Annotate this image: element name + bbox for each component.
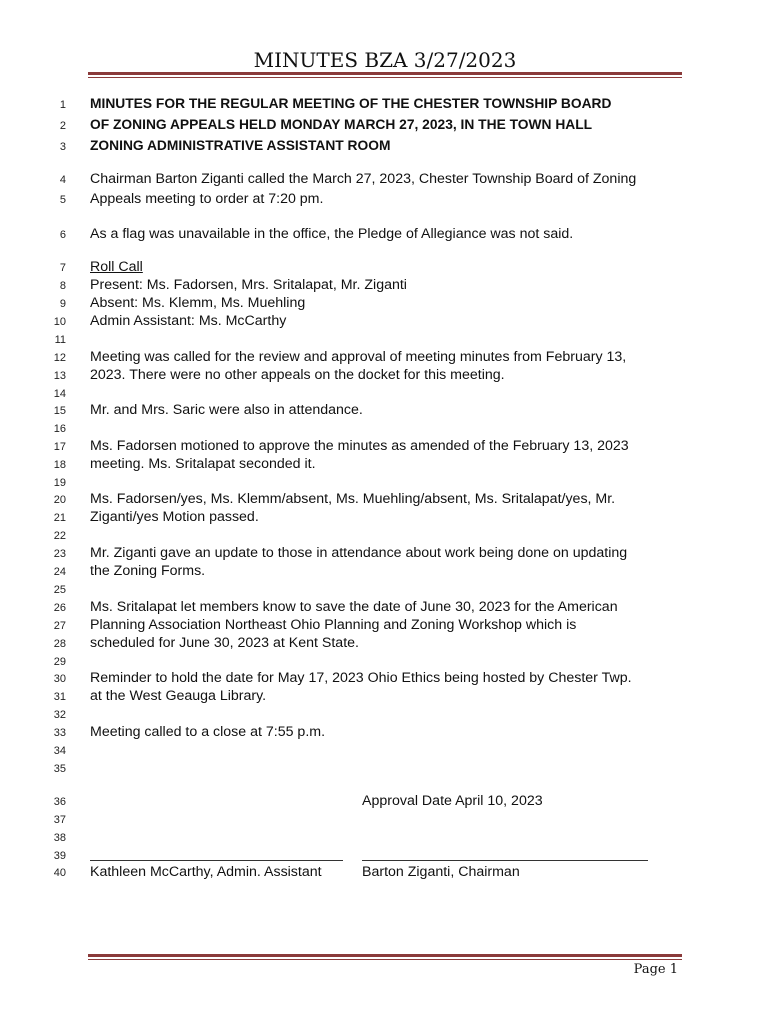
line-22 — [0, 527, 770, 545]
call-to-order-line-2: Appeals meeting to order at 7:20 pm. — [90, 191, 324, 207]
line-number: 5 — [59, 194, 66, 206]
line-40 — [0, 864, 770, 882]
line-11 — [0, 331, 770, 349]
line-24 — [0, 563, 770, 581]
line-number: 30 — [53, 673, 66, 685]
line-number: 33 — [53, 727, 66, 739]
line-number: 23 — [53, 548, 66, 560]
header-rule-thick — [88, 72, 682, 75]
line-2 — [0, 117, 770, 135]
line-number: 8 — [59, 280, 66, 292]
line-32 — [0, 706, 770, 724]
page-number: Page 1 — [633, 962, 678, 977]
line-13 — [0, 367, 770, 385]
line-number: 17 — [53, 441, 66, 453]
purpose-line-2: 2023. There were no other appeals on the docket for this meeting. — [90, 367, 505, 383]
line-number: 36 — [53, 796, 66, 808]
line-number: 14 — [53, 388, 66, 400]
line-7 — [0, 259, 770, 277]
line-39 — [0, 847, 770, 865]
line-25 — [0, 581, 770, 599]
line-number: 28 — [53, 638, 66, 650]
line-6 — [0, 226, 770, 244]
line-number: 3 — [59, 141, 66, 153]
reminder-line-2: at the West Geauga Library. — [90, 688, 267, 704]
line-26 — [0, 599, 770, 617]
line-number: 39 — [53, 850, 66, 862]
line-number: 2 — [59, 120, 66, 132]
roll-call-present: Present: Ms. Fadorsen, Mrs. Sritalapat, Mr. Ziganti — [90, 277, 407, 293]
title-line-3: ZONING ADMINISTRATIVE ASSISTANT ROOM — [90, 138, 391, 153]
line-number: 6 — [59, 229, 66, 241]
line-36 — [0, 793, 770, 811]
line-number: 16 — [53, 423, 66, 435]
signature-line-left — [90, 860, 343, 861]
line-34 — [0, 742, 770, 760]
line-number: 37 — [53, 814, 66, 826]
line-number: 31 — [53, 691, 66, 703]
title-line-1: MINUTES FOR THE REGULAR MEETING OF THE CHESTER TOWNSHIP BOARD — [90, 96, 612, 111]
save-date-line-2: Planning Association Northeast Ohio Planning and Zoning Workshop which is — [90, 617, 577, 633]
line-17 — [0, 438, 770, 456]
roll-call-admin: Admin Assistant: Ms. McCarthy — [90, 313, 287, 329]
line-12 — [0, 349, 770, 367]
purpose-line-1: Meeting was called for the review and approval of meeting minutes from February 13, — [90, 349, 627, 365]
line-4 — [0, 171, 770, 189]
line-number: 7 — [59, 262, 66, 274]
close-text: Meeting called to a close at 7:55 p.m. — [90, 724, 326, 740]
line-8 — [0, 277, 770, 295]
signature-line-right — [362, 860, 648, 861]
line-number: 10 — [53, 316, 66, 328]
line-number: 19 — [53, 477, 66, 489]
line-number: 32 — [53, 709, 66, 721]
line-number: 20 — [53, 494, 66, 506]
line-21 — [0, 509, 770, 527]
line-number: 26 — [53, 602, 66, 614]
save-date-line-1: Ms. Sritalapat let members know to save the date of June 30, 2023 for the American — [90, 599, 618, 615]
line-number: 11 — [54, 334, 66, 346]
approval-date: Approval Date April 10, 2023 — [362, 793, 543, 809]
line-number: 18 — [53, 459, 66, 471]
line-number: 38 — [53, 832, 66, 844]
reminder-line-1: Reminder to hold the date for May 17, 2023 Ohio Ethics being hosted by Chester Twp. — [90, 670, 632, 686]
line-10 — [0, 313, 770, 331]
line-15 — [0, 402, 770, 420]
signature-right-name: Barton Ziganti, Chairman — [362, 864, 520, 880]
line-number: 27 — [53, 620, 66, 632]
line-28 — [0, 635, 770, 653]
line-5 — [0, 191, 770, 209]
save-date-line-3: scheduled for June 30, 2023 at Kent State. — [90, 635, 359, 651]
motion-line-1: Ms. Fadorsen motioned to approve the minutes as amended of the February 13, 2023 — [90, 438, 629, 454]
line-27 — [0, 617, 770, 635]
update-line-2: the Zoning Forms. — [90, 563, 206, 579]
signature-left-name: Kathleen McCarthy, Admin. Assistant — [90, 864, 322, 880]
line-number: 21 — [53, 512, 66, 524]
call-to-order-line-1: Chairman Barton Ziganti called the March 27, 2023, Chester Township Board of Zoning — [90, 171, 637, 187]
line-number: 15 — [53, 405, 66, 417]
header-rule-thin — [88, 77, 682, 78]
vote-line-2: Ziganti/yes Motion passed. — [90, 509, 259, 525]
vote-line-1: Ms. Fadorsen/yes, Ms. Klemm/absent, Ms. Muehling/absent, Ms. Sritalapat/yes, Mr. — [90, 491, 616, 507]
roll-call-heading: Roll Call — [90, 259, 143, 275]
line-number: 29 — [53, 656, 66, 668]
header-title: MINUTES BZA 3/27/2023 — [253, 48, 517, 72]
header-rule — [88, 72, 682, 78]
line-35 — [0, 760, 770, 778]
footer-rule-thin — [88, 959, 682, 960]
line-19 — [0, 474, 770, 492]
line-18 — [0, 456, 770, 474]
line-31 — [0, 688, 770, 706]
line-16 — [0, 420, 770, 438]
line-number: 22 — [53, 530, 66, 542]
line-number: 24 — [53, 566, 66, 578]
motion-line-2: meeting. Ms. Sritalapat seconded it. — [90, 456, 316, 472]
line-30 — [0, 670, 770, 688]
line-number: 1 — [59, 99, 66, 111]
line-14 — [0, 385, 770, 403]
line-number: 9 — [59, 298, 66, 310]
title-line-2: OF ZONING APPEALS HELD MONDAY MARCH 27, 2023, IN THE TOWN HALL — [90, 117, 593, 132]
update-line-1: Mr. Ziganti gave an update to those in attendance about work being done on updating — [90, 545, 628, 561]
line-23 — [0, 545, 770, 563]
pledge-text: As a flag was unavailable in the office, the Pledge of Allegiance was not said. — [90, 226, 574, 242]
line-number: 12 — [53, 352, 66, 364]
line-9 — [0, 295, 770, 313]
line-37 — [0, 811, 770, 829]
line-38 — [0, 829, 770, 847]
line-3 — [0, 138, 770, 156]
footer-rule — [88, 954, 682, 960]
line-29 — [0, 653, 770, 671]
line-1 — [0, 96, 770, 114]
line-number: 25 — [53, 584, 66, 596]
line-number: 13 — [53, 370, 66, 382]
line-20 — [0, 491, 770, 509]
attendance-text: Mr. and Mrs. Saric were also in attendance. — [90, 402, 363, 418]
line-number: 35 — [53, 763, 66, 775]
line-number: 34 — [53, 745, 66, 757]
line-number: 40 — [53, 867, 66, 879]
line-33 — [0, 724, 770, 742]
footer-rule-thick — [88, 954, 682, 957]
roll-call-absent: Absent: Ms. Klemm, Ms. Muehling — [90, 295, 306, 311]
line-number: 4 — [59, 174, 66, 186]
